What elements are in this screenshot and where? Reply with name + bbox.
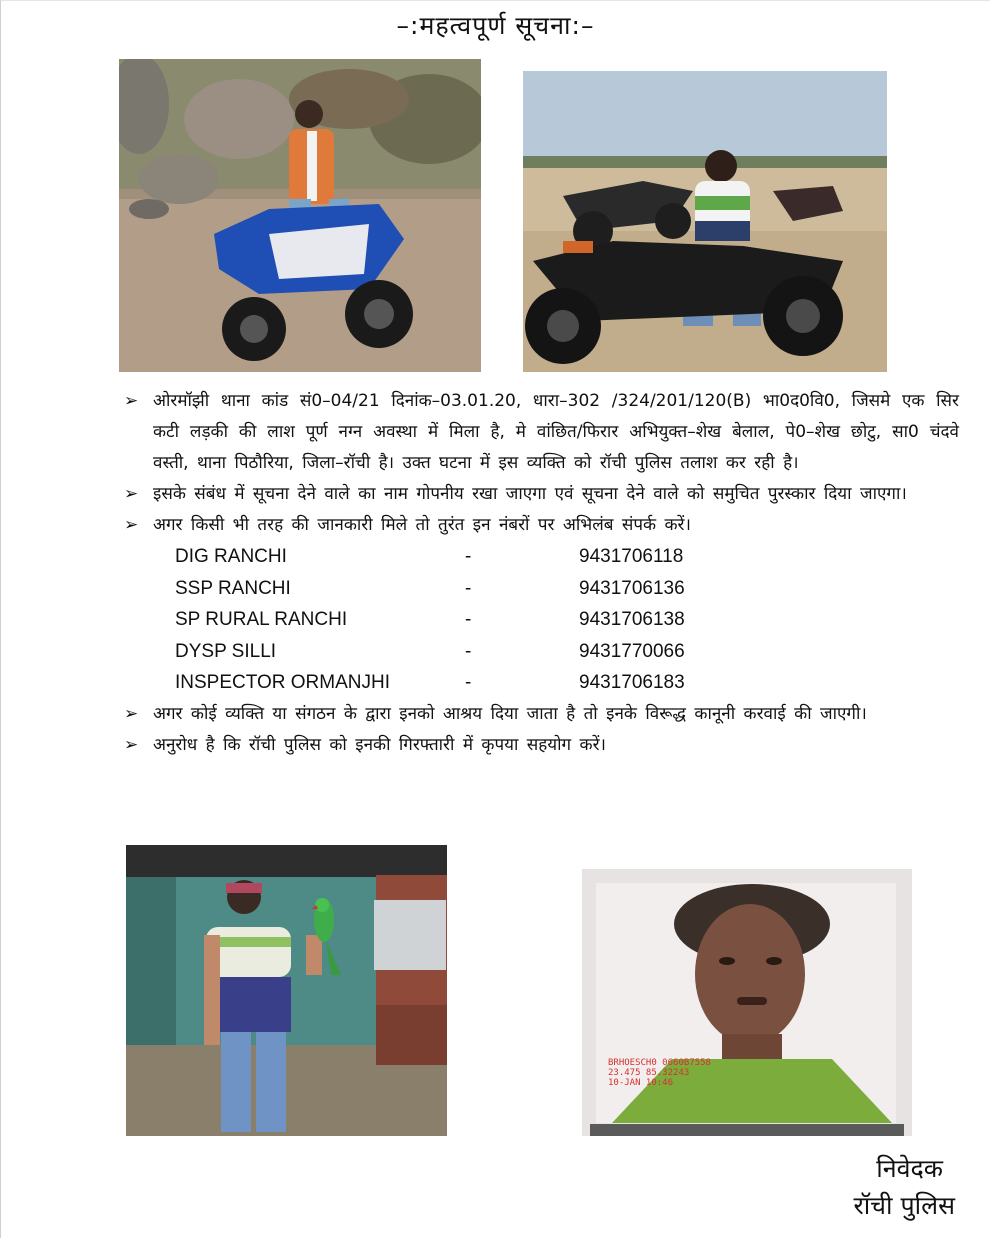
arrowhead-bullet-icon: ➢	[124, 703, 139, 724]
contact-separator: -	[465, 640, 472, 662]
contact-name: DYSP SILLI	[175, 640, 277, 662]
svg-text:BRHOESCH0 0660B7558: BRHOESCH0 0660B7558	[608, 1058, 711, 1068]
contact-separator: -	[465, 546, 472, 567]
notice-bullet-request	[124, 730, 959, 761]
contact-name: SP RURAL RANCHI	[175, 609, 348, 630]
bullet-text: ओरमॉझी थाना कांड सं0–04/21 दिनांक–03.01.20, धारा–302 /324/201/120(B) भा0द0वि0, जिसमे एक सिर कटी लड़की की लाश पूर्ण नग्न अवस्था में मिला है, मे वांछित/फिरार अभियुक्त–शेख बेलाल, पे0–शेख छोटु, सा0 चंदवे वस्ती, थाना पिठौरिया, जिला–रॉची है। उक्त घटना में इस व्यक्ति को रॉची पुलिस तलाश कर रही है।	[153, 391, 959, 473]
arrowhead-bullet-icon: ➢	[124, 484, 139, 504]
contact-row-dysp	[175, 636, 959, 668]
notice-bullet-confidentiality	[124, 479, 959, 510]
contact-number: 9431770066	[579, 640, 685, 662]
notice-bullet-case-details	[124, 386, 959, 479]
contact-number: 9431706183	[579, 672, 685, 693]
svg-text:10-JAN 10:46: 10-JAN 10:46	[608, 1078, 674, 1088]
contact-number: 9431706136	[579, 577, 685, 599]
contact-name: SSP RANCHI	[175, 577, 291, 599]
svg-text:23.475 85.32243: 23.475 85.32243	[608, 1068, 690, 1078]
notice-bullet-contact	[124, 510, 959, 541]
arrowhead-bullet-icon: ➢	[124, 391, 139, 411]
suspect-photo-portrait	[582, 869, 912, 1136]
notice-body	[124, 386, 959, 761]
contact-name: INSPECTOR ORMANJHI	[175, 672, 391, 693]
contact-row-ssp	[175, 573, 959, 605]
signature-line-department: रॉची पुलिस	[853, 1191, 955, 1220]
suspect-photo-with-parrot	[126, 845, 447, 1136]
contact-row-dig	[175, 541, 959, 573]
contact-list	[175, 541, 959, 699]
contact-separator: -	[465, 577, 472, 599]
notice-bullet-shelter-warning	[124, 699, 959, 730]
arrowhead-bullet-icon: ➢	[124, 734, 139, 755]
bullet-text: इसके संबंध में सूचना देने वाले का नाम गोपनीय रखा जाएगा एवं सूचना देने वाले को समुचित पुरस्कार दिया जाएगा।	[153, 484, 907, 504]
contact-row-inspector	[175, 667, 959, 699]
suspect-photo-motorcycle-blue	[119, 59, 481, 372]
contact-row-sp-rural	[175, 604, 959, 636]
contact-number: 9431706118	[579, 546, 684, 567]
contact-separator: -	[465, 609, 472, 630]
contact-number: 9431706138	[579, 609, 685, 630]
suspect-photo-motorcycle-black	[523, 71, 887, 372]
arrowhead-bullet-icon: ➢	[124, 515, 139, 535]
contact-separator: -	[465, 672, 472, 693]
signature-line-requester: निवेदक	[876, 1154, 943, 1183]
notice-title: –:महत्वपूर्ण सूचना:–	[396, 11, 595, 40]
bullet-text: अनुरोध है कि रॉची पुलिस को इनकी गिरफ्तारी में कृपया सहयोग करें।	[153, 734, 606, 755]
bullet-text: अगर कोई व्यक्ति या संगठन के द्वारा इनको आश्रय दिया जाता है तो इनके विरूद्ध कानूनी करवाई की जाएगी।	[153, 703, 867, 724]
contact-name: DIG RANCHI	[175, 546, 287, 567]
bullet-text: अगर किसी भी तरह की जानकारी मिले तो तुरंत इन नंबरों पर अभिलंब संपर्क करें।	[153, 515, 691, 535]
signature-block	[853, 1150, 955, 1224]
